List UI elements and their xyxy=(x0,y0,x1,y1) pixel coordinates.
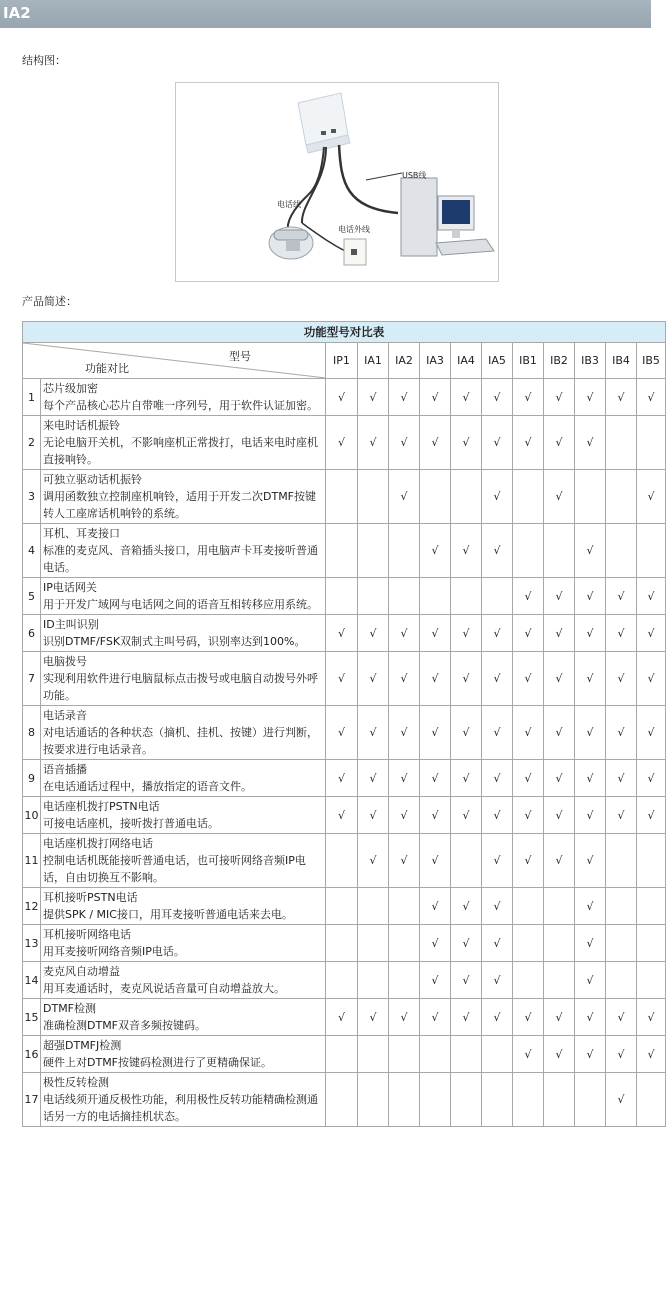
support-cell-ib1 xyxy=(513,925,544,962)
row-number: 14 xyxy=(23,962,41,999)
support-cell-ib4: √ xyxy=(606,652,637,706)
support-cell-ia1 xyxy=(358,1073,389,1127)
support-cell-ib3: √ xyxy=(575,652,606,706)
support-cell-ib2: √ xyxy=(544,797,575,834)
feature-title: 可独立驱动话机振铃 xyxy=(43,473,142,486)
feature-description: 用耳麦通话时，麦克风说话音量可自动增益放大。 xyxy=(43,982,285,995)
model-header-ib2: IB2 xyxy=(544,343,575,379)
support-cell-ip1: √ xyxy=(326,652,358,706)
feature-cell xyxy=(41,578,326,615)
support-cell-ia4 xyxy=(451,1073,482,1127)
support-cell-ia4 xyxy=(451,470,482,524)
support-cell-ib2: √ xyxy=(544,578,575,615)
feature-title: 语音插播 xyxy=(43,763,87,776)
support-cell-ib3: √ xyxy=(575,578,606,615)
support-cell-ia5: √ xyxy=(482,760,513,797)
feature-title: 极性反转检测 xyxy=(43,1076,109,1089)
support-cell-ib2: √ xyxy=(544,416,575,470)
support-cell-ia4: √ xyxy=(451,797,482,834)
support-cell-ia5: √ xyxy=(482,925,513,962)
support-cell-ia4 xyxy=(451,834,482,888)
support-cell-ib5 xyxy=(637,925,666,962)
row-number: 1 xyxy=(23,379,41,416)
support-cell-ia1: √ xyxy=(358,706,389,760)
support-cell-ib4 xyxy=(606,470,637,524)
support-cell-ib1: √ xyxy=(513,652,544,706)
support-cell-ib4 xyxy=(606,888,637,925)
support-cell-ip1 xyxy=(326,962,358,999)
computer-illustration xyxy=(401,178,494,256)
table-caption: 功能型号对比表 xyxy=(23,322,666,343)
support-cell-ib3: √ xyxy=(575,962,606,999)
support-cell-ib3 xyxy=(575,1073,606,1127)
support-cell-ia3: √ xyxy=(420,962,451,999)
support-cell-ib3: √ xyxy=(575,888,606,925)
outside-line-label: 电话外线 xyxy=(338,225,370,234)
support-cell-ib3: √ xyxy=(575,797,606,834)
row-number: 3 xyxy=(23,470,41,524)
support-cell-ia2 xyxy=(389,1073,420,1127)
feature-cell xyxy=(41,524,326,578)
support-cell-ib3: √ xyxy=(575,760,606,797)
support-cell-ia3: √ xyxy=(420,999,451,1036)
feature-description: 硬件上对DTMF按键码检测进行了更精确保证。 xyxy=(43,1056,273,1069)
diagonal-header-cell xyxy=(23,343,326,379)
row-number: 12 xyxy=(23,888,41,925)
table-row xyxy=(23,760,666,797)
support-cell-ia5: √ xyxy=(482,834,513,888)
feature-description: 可接电话座机，接听拨打普通电话。 xyxy=(43,817,219,830)
support-cell-ib1: √ xyxy=(513,416,544,470)
row-number: 11 xyxy=(23,834,41,888)
model-header-ia2: IA2 xyxy=(389,343,420,379)
support-cell-ib1 xyxy=(513,888,544,925)
feature-title: 麦克风自动增益 xyxy=(43,965,120,978)
support-cell-ia2: √ xyxy=(389,706,420,760)
feature-cell xyxy=(41,797,326,834)
support-cell-ia3: √ xyxy=(420,706,451,760)
table-row xyxy=(23,416,666,470)
support-cell-ib2: √ xyxy=(544,1036,575,1073)
support-cell-ib1: √ xyxy=(513,1036,544,1073)
support-cell-ib4: √ xyxy=(606,379,637,416)
row-number: 4 xyxy=(23,524,41,578)
support-cell-ia2: √ xyxy=(389,652,420,706)
support-cell-ip1: √ xyxy=(326,760,358,797)
feature-cell xyxy=(41,888,326,925)
support-cell-ib4: √ xyxy=(606,760,637,797)
support-cell-ip1: √ xyxy=(326,797,358,834)
support-cell-ib2: √ xyxy=(544,652,575,706)
support-cell-ib5 xyxy=(637,416,666,470)
feature-title: DTMF检测 xyxy=(43,1002,97,1015)
support-cell-ia4: √ xyxy=(451,962,482,999)
model-header-ib5: IB5 xyxy=(637,343,666,379)
support-cell-ib4: √ xyxy=(606,578,637,615)
row-number: 13 xyxy=(23,925,41,962)
table-row xyxy=(23,578,666,615)
support-cell-ia3 xyxy=(420,470,451,524)
feature-title: 电话座机拨打网络电话 xyxy=(43,837,153,850)
support-cell-ia1: √ xyxy=(358,834,389,888)
model-header-ib4: IB4 xyxy=(606,343,637,379)
row-number: 10 xyxy=(23,797,41,834)
feature-title: 耳机、耳麦接口 xyxy=(43,527,120,540)
feature-cell xyxy=(41,470,326,524)
feature-description: 实现利用软件进行电脑鼠标点击拨号或电脑自动拨号外呼功能。 xyxy=(43,672,318,702)
support-cell-ib3: √ xyxy=(575,615,606,652)
support-cell-ia3: √ xyxy=(420,797,451,834)
support-cell-ib2: √ xyxy=(544,706,575,760)
support-cell-ib2: √ xyxy=(544,760,575,797)
feature-description: 电话线须开通反极性功能，利用极性反转功能精确检测通话另一方的电话摘挂机状态。 xyxy=(43,1093,318,1123)
support-cell-ib3: √ xyxy=(575,925,606,962)
support-cell-ib3: √ xyxy=(575,999,606,1036)
support-cell-ia3: √ xyxy=(420,416,451,470)
feature-description: 提供SPK / MIC接口，用耳麦接听普通电话来去电。 xyxy=(43,908,293,921)
support-cell-ib1 xyxy=(513,524,544,578)
support-cell-ia4: √ xyxy=(451,652,482,706)
feature-description: 识别DTMF/FSK双制式主叫号码，识别率达到100%。 xyxy=(43,635,306,648)
feature-title: 耳机接听网络电话 xyxy=(43,928,131,941)
page-title: IA2 xyxy=(3,4,31,22)
feature-cell xyxy=(41,416,326,470)
row-number: 7 xyxy=(23,652,41,706)
support-cell-ia2: √ xyxy=(389,760,420,797)
support-cell-ib4: √ xyxy=(606,999,637,1036)
support-cell-ia4: √ xyxy=(451,524,482,578)
support-cell-ia1: √ xyxy=(358,797,389,834)
support-cell-ib5: √ xyxy=(637,615,666,652)
feature-description: 调用函数独立控制座机响铃，适用于开发二次DTMF按键转人工座席话机响铃的系统。 xyxy=(43,490,317,520)
support-cell-ia5: √ xyxy=(482,524,513,578)
row-number: 16 xyxy=(23,1036,41,1073)
support-cell-ib5: √ xyxy=(637,652,666,706)
feature-description: 无论电脑开关机，不影响座机正常拨打，电话来电时座机直接响铃。 xyxy=(43,436,318,466)
support-cell-ia2: √ xyxy=(389,834,420,888)
support-cell-ia2: √ xyxy=(389,379,420,416)
feature-cell xyxy=(41,834,326,888)
support-cell-ia5: √ xyxy=(482,470,513,524)
feature-title: 超强DTMFJ检测 xyxy=(43,1039,122,1052)
row-number: 9 xyxy=(23,760,41,797)
support-cell-ib5 xyxy=(637,888,666,925)
table-row xyxy=(23,524,666,578)
feature-title: ID主叫识别 xyxy=(43,618,99,631)
support-cell-ia4: √ xyxy=(451,416,482,470)
support-cell-ia1: √ xyxy=(358,652,389,706)
support-cell-ia2 xyxy=(389,888,420,925)
support-cell-ia5: √ xyxy=(482,379,513,416)
support-cell-ia4: √ xyxy=(451,615,482,652)
support-cell-ib2: √ xyxy=(544,834,575,888)
support-cell-ia3: √ xyxy=(420,652,451,706)
support-cell-ib2 xyxy=(544,925,575,962)
feature-cell xyxy=(41,760,326,797)
table-row xyxy=(23,925,666,962)
support-cell-ia4: √ xyxy=(451,379,482,416)
support-cell-ib5: √ xyxy=(637,578,666,615)
support-cell-ip1: √ xyxy=(326,706,358,760)
model-header-ia3: IA3 xyxy=(420,343,451,379)
table-row xyxy=(23,470,666,524)
row-number: 6 xyxy=(23,615,41,652)
support-cell-ib2 xyxy=(544,524,575,578)
structure-label: 结构图： xyxy=(22,54,66,67)
support-cell-ia1: √ xyxy=(358,999,389,1036)
row-number: 17 xyxy=(23,1073,41,1127)
feature-description: 控制电话机既能接听普通电话，也可接听网络音频IP电话，自由切换互不影响。 xyxy=(43,854,306,884)
phone-line-label: 电话线 xyxy=(277,200,301,209)
support-cell-ib4 xyxy=(606,925,637,962)
support-cell-ib1: √ xyxy=(513,760,544,797)
support-cell-ib5: √ xyxy=(637,706,666,760)
table-row xyxy=(23,379,666,416)
support-cell-ip1: √ xyxy=(326,416,358,470)
support-cell-ia3: √ xyxy=(420,524,451,578)
support-cell-ib5: √ xyxy=(637,470,666,524)
support-cell-ib3: √ xyxy=(575,1036,606,1073)
support-cell-ib5: √ xyxy=(637,1036,666,1073)
support-cell-ib1: √ xyxy=(513,379,544,416)
feature-description: 每个产品核心芯片自带唯一序列号，用于软件认证加密。 xyxy=(43,399,318,412)
usb-cable-label: USB线 xyxy=(402,171,427,180)
feature-description: 准确检测DTMF双音多频按键码。 xyxy=(43,1019,207,1032)
support-cell-ib1: √ xyxy=(513,999,544,1036)
support-cell-ia3: √ xyxy=(420,834,451,888)
feature-cell xyxy=(41,999,326,1036)
support-cell-ib1: √ xyxy=(513,834,544,888)
support-cell-ib1 xyxy=(513,962,544,999)
support-cell-ib2: √ xyxy=(544,999,575,1036)
feature-cell xyxy=(41,615,326,652)
support-cell-ip1 xyxy=(326,470,358,524)
table-row xyxy=(23,615,666,652)
support-cell-ib4 xyxy=(606,524,637,578)
support-cell-ia1 xyxy=(358,524,389,578)
row-number: 15 xyxy=(23,999,41,1036)
support-cell-ib2 xyxy=(544,888,575,925)
feature-title: 电话座机拨打PSTN电话 xyxy=(43,800,160,813)
table-row xyxy=(23,1036,666,1073)
support-cell-ia5: √ xyxy=(482,706,513,760)
support-cell-ib2 xyxy=(544,962,575,999)
support-cell-ia2: √ xyxy=(389,416,420,470)
support-cell-ia3 xyxy=(420,1073,451,1127)
support-cell-ia1: √ xyxy=(358,760,389,797)
support-cell-ib3: √ xyxy=(575,524,606,578)
support-cell-ib1: √ xyxy=(513,797,544,834)
model-header-ia5: IA5 xyxy=(482,343,513,379)
feature-title: 来电时话机振铃 xyxy=(43,419,120,432)
structure-diagram xyxy=(175,82,499,282)
support-cell-ib3: √ xyxy=(575,416,606,470)
support-cell-ib4 xyxy=(606,416,637,470)
model-header-ib1: IB1 xyxy=(513,343,544,379)
feature-cell xyxy=(41,379,326,416)
support-cell-ia2 xyxy=(389,925,420,962)
feature-description: 标准的麦克风、音箱插头接口，用电脑声卡耳麦接听普通电话。 xyxy=(43,544,318,574)
support-cell-ib1 xyxy=(513,470,544,524)
support-cell-ia1 xyxy=(358,925,389,962)
support-cell-ip1 xyxy=(326,925,358,962)
row-number: 8 xyxy=(23,706,41,760)
support-cell-ia4 xyxy=(451,578,482,615)
support-cell-ib5: √ xyxy=(637,379,666,416)
support-cell-ia3: √ xyxy=(420,615,451,652)
support-cell-ia5 xyxy=(482,578,513,615)
support-cell-ip1: √ xyxy=(326,999,358,1036)
model-header-ip1: IP1 xyxy=(326,343,358,379)
support-cell-ia5 xyxy=(482,1073,513,1127)
support-cell-ia2: √ xyxy=(389,999,420,1036)
feature-description: 用耳麦接听网络音频IP电话。 xyxy=(43,945,185,958)
support-cell-ib5 xyxy=(637,834,666,888)
support-cell-ib4: √ xyxy=(606,706,637,760)
support-cell-ib2: √ xyxy=(544,379,575,416)
feature-comparison-table xyxy=(22,321,666,1127)
support-cell-ip1 xyxy=(326,834,358,888)
table-row xyxy=(23,999,666,1036)
table-row xyxy=(23,797,666,834)
support-cell-ib2 xyxy=(544,1073,575,1127)
support-cell-ia4: √ xyxy=(451,925,482,962)
support-cell-ia2 xyxy=(389,524,420,578)
support-cell-ia3 xyxy=(420,578,451,615)
support-cell-ib2: √ xyxy=(544,615,575,652)
row-number: 2 xyxy=(23,416,41,470)
support-cell-ia2: √ xyxy=(389,797,420,834)
support-cell-ia2: √ xyxy=(389,470,420,524)
feature-title: 电脑拨号 xyxy=(43,655,87,668)
support-cell-ib3: √ xyxy=(575,379,606,416)
support-cell-ia3: √ xyxy=(420,379,451,416)
support-cell-ia3 xyxy=(420,1036,451,1073)
support-cell-ia1 xyxy=(358,1036,389,1073)
support-cell-ia2: √ xyxy=(389,615,420,652)
support-cell-ib2: √ xyxy=(544,470,575,524)
support-cell-ia5: √ xyxy=(482,797,513,834)
model-header-ia4: IA4 xyxy=(451,343,482,379)
support-cell-ib1: √ xyxy=(513,706,544,760)
feature-description: 对电话通话的各种状态（摘机、挂机、按键）进行判断，按要求进行电话录音。 xyxy=(43,726,318,756)
feature-cell xyxy=(41,652,326,706)
support-cell-ia5 xyxy=(482,1036,513,1073)
support-cell-ib4: √ xyxy=(606,1036,637,1073)
support-cell-ia5: √ xyxy=(482,962,513,999)
support-cell-ia2 xyxy=(389,962,420,999)
support-cell-ib4 xyxy=(606,962,637,999)
support-cell-ib4: √ xyxy=(606,797,637,834)
support-cell-ia1 xyxy=(358,470,389,524)
feature-title: 电话录音 xyxy=(43,709,87,722)
support-cell-ip1 xyxy=(326,1073,358,1127)
feature-description: 用于开发广域网与电话网之间的语音互相转移应用系统。 xyxy=(43,598,318,611)
row-number: 5 xyxy=(23,578,41,615)
support-cell-ia1 xyxy=(358,962,389,999)
feature-cell xyxy=(41,925,326,962)
table-row xyxy=(23,888,666,925)
support-cell-ib4: √ xyxy=(606,615,637,652)
support-cell-ia4: √ xyxy=(451,999,482,1036)
support-cell-ip1 xyxy=(326,578,358,615)
support-cell-ip1 xyxy=(326,888,358,925)
page-header-bar xyxy=(0,0,651,28)
telephone-illustration xyxy=(269,227,313,259)
support-cell-ia1: √ xyxy=(358,379,389,416)
model-header-ib3: IB3 xyxy=(575,343,606,379)
feature-title: 耳机接听PSTN电话 xyxy=(43,891,138,904)
support-cell-ib4: √ xyxy=(606,1073,637,1127)
feature-title: 芯片级加密 xyxy=(43,382,98,395)
support-cell-ib4 xyxy=(606,834,637,888)
feature-cell xyxy=(41,1073,326,1127)
support-cell-ip1 xyxy=(326,524,358,578)
feature-title: IP电话网关 xyxy=(43,581,97,594)
support-cell-ip1 xyxy=(326,1036,358,1073)
support-cell-ib5: √ xyxy=(637,797,666,834)
support-cell-ia4: √ xyxy=(451,888,482,925)
feature-cell xyxy=(41,1036,326,1073)
model-header-ia1: IA1 xyxy=(358,343,389,379)
support-cell-ib3 xyxy=(575,470,606,524)
support-cell-ia4 xyxy=(451,1036,482,1073)
overview-label: 产品简述： xyxy=(22,295,77,308)
header-features-label: 功能对比 xyxy=(85,362,129,375)
support-cell-ia3: √ xyxy=(420,888,451,925)
header-models-label: 型号 xyxy=(229,350,251,363)
support-cell-ia5: √ xyxy=(482,615,513,652)
support-cell-ia1 xyxy=(358,888,389,925)
support-cell-ib5: √ xyxy=(637,999,666,1036)
support-cell-ia3: √ xyxy=(420,760,451,797)
feature-cell xyxy=(41,706,326,760)
support-cell-ia1 xyxy=(358,578,389,615)
support-cell-ib5: √ xyxy=(637,760,666,797)
support-cell-ib5 xyxy=(637,962,666,999)
table-row xyxy=(23,1073,666,1127)
support-cell-ia5: √ xyxy=(482,416,513,470)
support-cell-ia4: √ xyxy=(451,760,482,797)
support-cell-ib3: √ xyxy=(575,706,606,760)
support-cell-ip1: √ xyxy=(326,615,358,652)
support-cell-ib5 xyxy=(637,524,666,578)
support-cell-ib3: √ xyxy=(575,834,606,888)
table-row xyxy=(23,706,666,760)
support-cell-ib5 xyxy=(637,1073,666,1127)
support-cell-ia2 xyxy=(389,578,420,615)
support-cell-ib1: √ xyxy=(513,615,544,652)
feature-description: 在电话通话过程中，播放指定的语音文件。 xyxy=(43,780,252,793)
table-row xyxy=(23,652,666,706)
support-cell-ia1: √ xyxy=(358,615,389,652)
support-cell-ip1: √ xyxy=(326,379,358,416)
support-cell-ia5: √ xyxy=(482,652,513,706)
table-row xyxy=(23,834,666,888)
support-cell-ia1: √ xyxy=(358,416,389,470)
support-cell-ib1: √ xyxy=(513,578,544,615)
feature-cell xyxy=(41,962,326,999)
support-cell-ia4: √ xyxy=(451,706,482,760)
device-box-illustration xyxy=(298,93,350,153)
table-row xyxy=(23,962,666,999)
support-cell-ia2 xyxy=(389,1036,420,1073)
support-cell-ia3: √ xyxy=(420,925,451,962)
support-cell-ib1 xyxy=(513,1073,544,1127)
support-cell-ia5: √ xyxy=(482,999,513,1036)
support-cell-ia5: √ xyxy=(482,888,513,925)
